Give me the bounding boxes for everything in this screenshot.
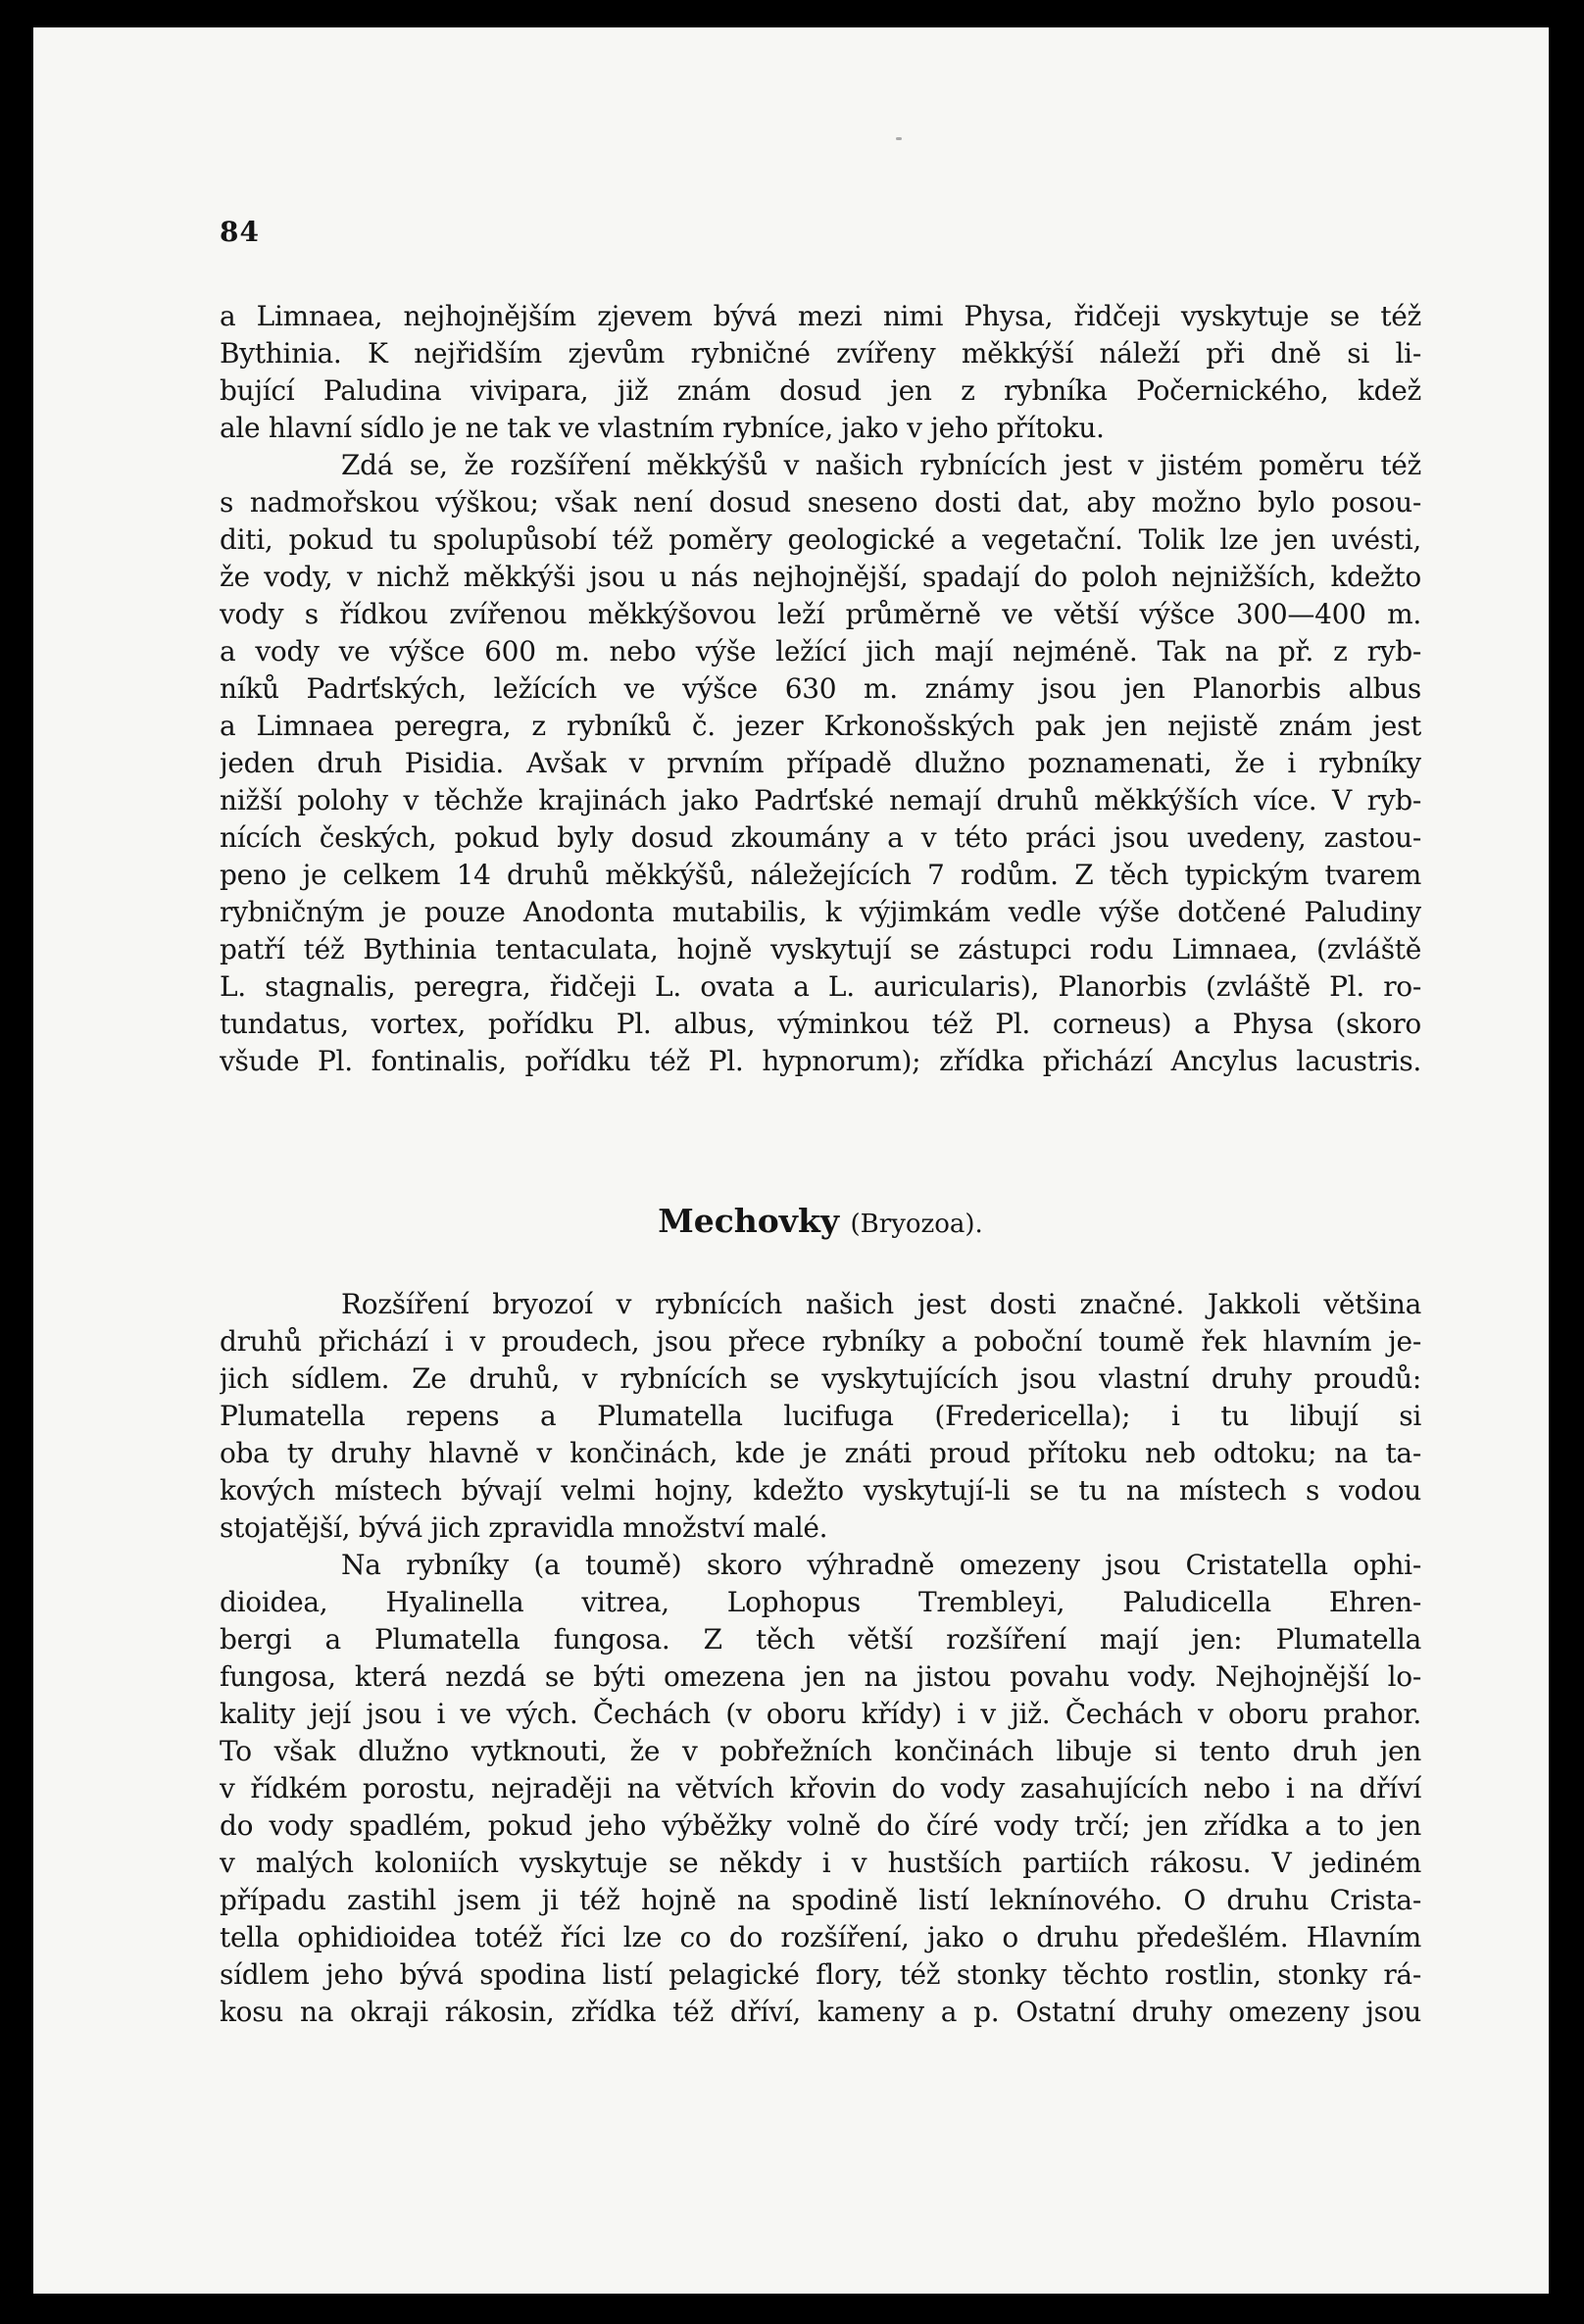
- text-line: do vody spadlém, pokud jeho výběžky volně do číré vody trčí; jen zřídka a to jen: [220, 1809, 1421, 1842]
- text-line: všude Pl. fontinalis, pořídku též Pl. hypnorum); zřídka přichází Ancylus lacustris.: [220, 1045, 1421, 1077]
- text-line: Plumatella repens a Plumatella lucifuga (Fredericella); i tu libují si: [220, 1400, 1421, 1432]
- page-number: 84: [220, 216, 260, 248]
- text-line: v řídkém porostu, nejraději na větvích křovin do vody zasahujících nebo i na dříví: [220, 1772, 1421, 1805]
- text-line: To však dlužno vytknouti, že v pobřežních končinách libuje si tento druh jen: [220, 1735, 1421, 1767]
- text-line: rybničným je pouze Anodonta mutabilis, k výjimkám vedle výše dotčené Paludiny: [220, 896, 1421, 928]
- text-line: a Limnaea, nejhojnějším zjevem bývá mezi nimi Physa, řidčeji vyskytuje se též: [220, 300, 1421, 332]
- text-line: bující Paludina vivipara, již znám dosud jen z rybníka Počernického, kdež: [220, 374, 1421, 407]
- text-line: a Limnaea peregra, z rybníků č. jezer Krkonošských pak jen nejistě znám jest: [220, 710, 1421, 742]
- text-line: Rozšíření bryozoí v rybnících našich jest dosti značné. Jakkoli většina: [341, 1288, 1421, 1320]
- text-line: L. stagnalis, peregra, řidčeji L. ovata a L. auricularis), Planorbis (zvláště Pl. ro-: [220, 970, 1421, 1003]
- text-line: diti, pokud tu spolupůsobí též poměry geologické a vegetační. Tolik lze jen uvésti,: [220, 523, 1421, 556]
- text-line: ale hlavní sídlo je ne tak ve vlastním rybníce, jako v jeho přítoku.: [220, 412, 1105, 444]
- heading-subtitle: (Bryozoa).: [850, 1210, 983, 1239]
- paper-speck: [896, 137, 902, 140]
- text-line: v malých koloniích vyskytuje se někdy i v hustších partiích rákosu. V jediném: [220, 1847, 1421, 1879]
- text-line: případu zastihl jsem ji též hojně na spodině listí leknínového. O druhu Crista-: [220, 1884, 1421, 1916]
- text-line: kality její jsou i ve vých. Čechách (v oboru křídy) i v již. Čechách v oboru prahor.: [220, 1698, 1421, 1730]
- text-line: peno je celkem 14 druhů měkkýšů, náležejících 7 rodům. Z těch typickým tvarem: [220, 859, 1421, 891]
- text-line: že vody, v nichž měkkýši jsou u nás nejhojnější, spadají do poloh nejnižších, kdežto: [220, 561, 1421, 593]
- text-line: bergi a Plumatella fungosa. Z těch větší rozšíření mají jen: Plumatella: [220, 1623, 1421, 1656]
- text-line: patří též Bythinia tentaculata, hojně vyskytují se zástupci rodu Limnaea, (zvláště: [220, 933, 1421, 965]
- text-line: nižší polohy v těchže krajinách jako Padrťské nemají druhů měkkýších více. V ryb-: [220, 784, 1421, 816]
- text-line: níků Padrťských, ležících ve výšce 630 m. známy jsou jen Planorbis albus: [220, 672, 1421, 705]
- text-line: oba ty druhy hlavně v končinách, kde je znáti proud přítoku neb odtoku; na ta-: [220, 1437, 1421, 1469]
- text-line: Zdá se, že rozšíření měkkýšů v našich rybnících jest v jistém poměru též: [341, 449, 1421, 481]
- text-line: jich sídlem. Ze druhů, v rybnících se vyskytujících jsou vlastní druhy proudů:: [220, 1362, 1421, 1395]
- text-line: s nadmořskou výškou; však není dosud sneseno dosti dat, aby možno bylo posou-: [220, 486, 1421, 519]
- text-line: jeden druh Pisidia. Avšak v prvním případě dlužno poznamenati, že i rybníky: [220, 747, 1421, 779]
- text-line: a vody ve výšce 600 m. nebo výše ležící jich mají nejméně. Tak na př. z ryb-: [220, 635, 1421, 668]
- text-line: tundatus, vortex, pořídku Pl. albus, výminkou též Pl. corneus) a Physa (skoro: [220, 1008, 1421, 1040]
- text-line: Bythinia. K nejřidším zjevům rybničné zvířeny měkkýší náleží při dně si li-: [220, 337, 1421, 370]
- text-line: Na rybníky (a toumě) skoro výhradně omezeny jsou Cristatella ophi-: [341, 1549, 1421, 1581]
- section-heading: [220, 1202, 1421, 1240]
- book-page: [33, 27, 1549, 2294]
- text-line: sídlem jeho bývá spodina listí pelagické flory, též stonky těchto rostlin, stonky rá-: [220, 1958, 1421, 1991]
- text-line: druhů přichází i v proudech, jsou přece rybníky a poboční toumě řek hlavním je-: [220, 1325, 1421, 1358]
- text-line: vody s řídkou zvířenou měkkýšovou leží průměrně ve větší výšce 300—400 m.: [220, 598, 1421, 630]
- text-line: kosu na okraji rákosin, zřídka též dříví, kameny a p. Ostatní druhy omezeny jsou: [220, 1996, 1421, 2028]
- heading-title: Mechovky: [658, 1202, 840, 1240]
- text-line: dioidea, Hyalinella vitrea, Lophopus Trembleyi, Paludicella Ehren-: [220, 1586, 1421, 1618]
- text-line: tella ophidioidea totéž říci lze co do rozšíření, jako o druhu předešlém. Hlavním: [220, 1921, 1421, 1953]
- text-line: stojatější, bývá jich zpravidla množství malé.: [220, 1511, 828, 1544]
- text-line: kových místech bývají velmi hojny, kdežto vyskytují-li se tu na místech s vodou: [220, 1474, 1421, 1507]
- text-line: nících českých, pokud byly dosud zkoumány a v této práci jsou uvedeny, zastou-: [220, 821, 1421, 854]
- text-line: fungosa, která nezdá se býti omezena jen na jistou povahu vody. Nejhojnější lo-: [220, 1660, 1421, 1693]
